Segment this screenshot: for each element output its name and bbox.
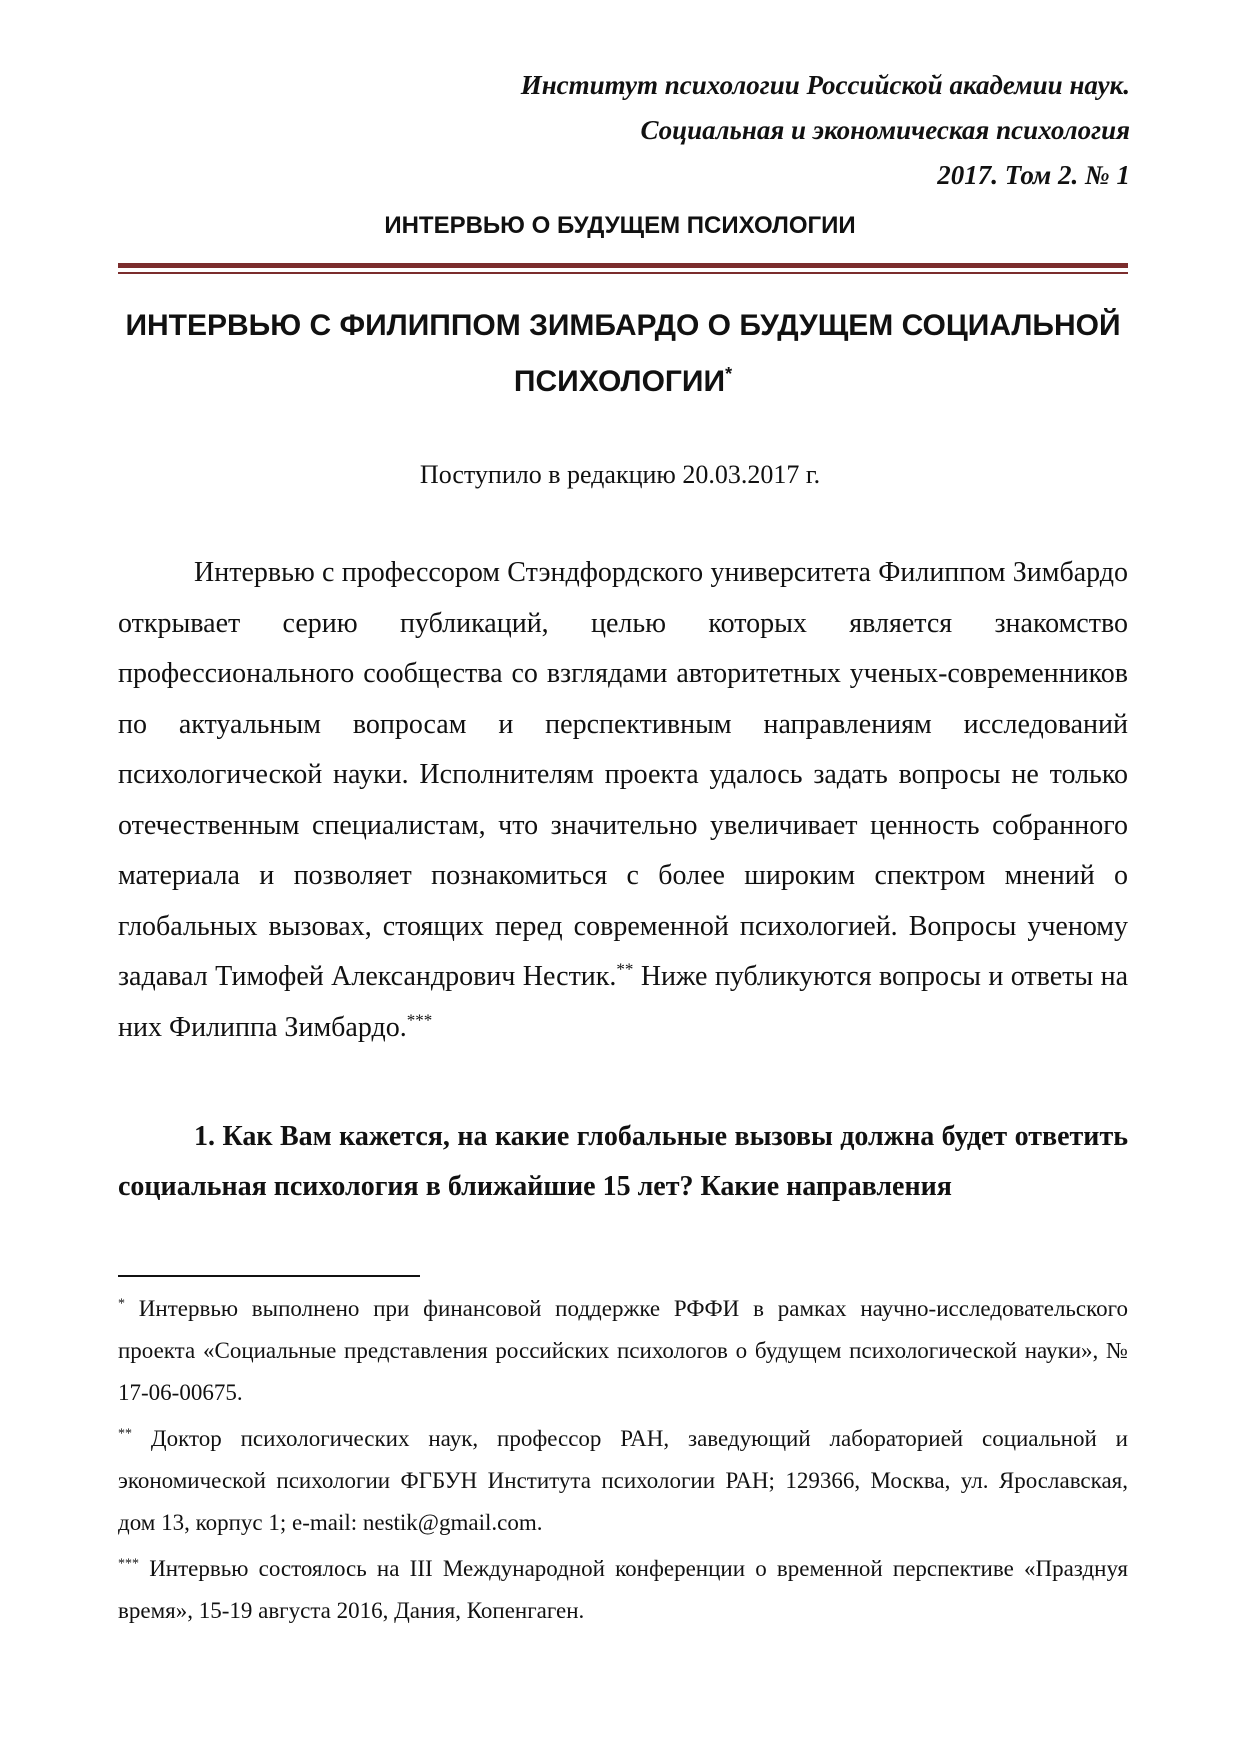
intro-text-part1: Интервью с профессором Стэндфордского университета Филиппом Зимбардо открывает серию публикаций, целью которых является знакомство профессионального сообщества со взглядами авторитетных ученых-современников по актуальным вопросам и перспективным направлениям исследований психологической науки. Исполнителям проекта удалось задать вопросы не только отечественным специалистам, что значительно увеличивает ценность собранного материала и позволяет познакомиться с более широким спектром мнений о глобальных вызовах, стоящих перед современной психологией. Вопросы ученому задавал Тимофей Александрович Нестик. [118, 557, 1128, 992]
footnote-mark-3[interactable]: *** [406, 1010, 433, 1030]
intro-paragraph [118, 548, 1128, 1053]
footnote-1-text: Интервью выполнено при финансовой поддержке РФФИ в рамках научно-исследовательского проекта «Социальные представления российских психологов о будущем психологической науки», № 17-06-00675. [118, 1296, 1128, 1405]
journal-institute: Институт психологии Российской академии наук. [520, 70, 1130, 100]
received-date: Поступило в редакцию 20.03.2017 г. [419, 460, 821, 489]
header-rule-thin [118, 272, 1128, 274]
footnote-mark-2[interactable]: ** [616, 959, 634, 979]
footnote-2-text: Доктор психологических наук, профессор РАН, заведующий лабораторией социальной и экономической психологии ФГБУН Института психологии РАН; 129366, Москва, ул. Ярославская, дом 13, корпус 1; e-mail: nestik@gmail.com. [118, 1426, 1128, 1535]
article-title [118, 298, 1128, 410]
footnote-1-mark: * [118, 1296, 125, 1312]
footnote-3-text: Интервью состоялось на III Международной конференции о временной перспективе «Празднуя время», 15-19 августа 2016, Дания, Копенгаген. [118, 1556, 1128, 1623]
question-1: 1. Как Вам кажется, на какие глобальные вызовы должна будет ответить социальная психология в ближайшие 15 лет? Какие направления [118, 1121, 1128, 1202]
footnote-1 [118, 1288, 1128, 1414]
footnote-2 [118, 1418, 1128, 1544]
footnote-separator [118, 1275, 420, 1277]
footnote-2-mark: ** [118, 1426, 132, 1442]
journal-issue: 2017. Том 2. № 1 [937, 160, 1130, 190]
article-title-line2: ПСИХОЛОГИИ [513, 365, 726, 398]
header-rule-thick [118, 263, 1128, 268]
section-title: ИНТЕРВЬЮ О БУДУЩЕМ ПСИХОЛОГИИ [384, 212, 856, 239]
footnote-3-mark: *** [118, 1556, 139, 1572]
intro-text-part2: Ниже публикуются вопросы и ответы на них Филиппа Зимбардо. [118, 961, 1128, 1043]
article-title-line1: ИНТЕРВЬЮ С ФИЛИППОМ ЗИМБАРДО О БУДУЩЕМ СОЦИАЛЬНОЙ [125, 309, 1121, 342]
journal-name: Социальная и экономическая психология [640, 115, 1130, 145]
footnote-3 [118, 1548, 1128, 1632]
title-footnote-mark[interactable]: * [725, 364, 733, 384]
